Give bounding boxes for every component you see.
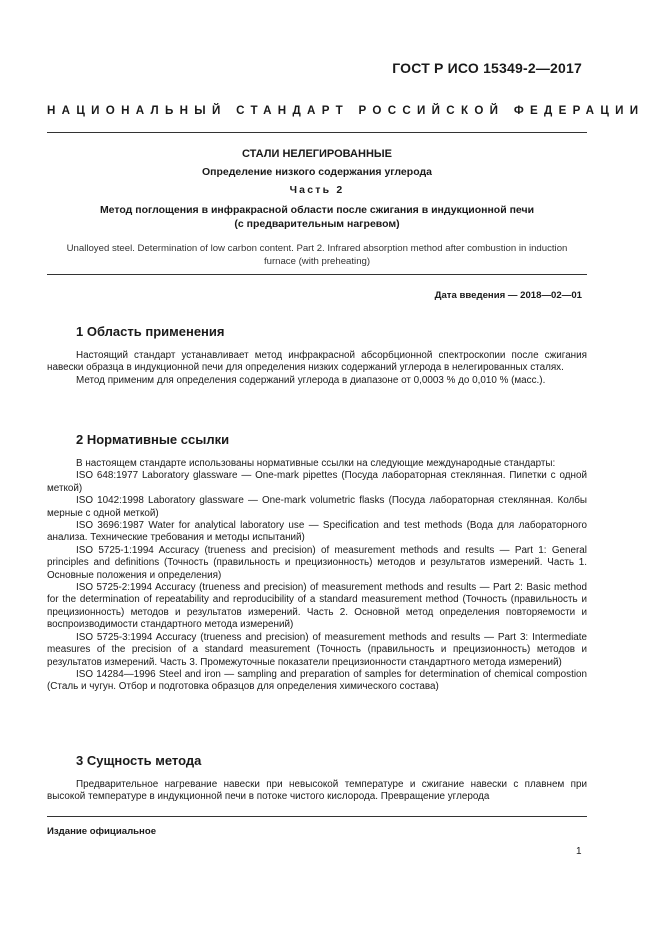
section-heading-scope: 1 Область применения: [76, 324, 225, 339]
page-number: 1: [576, 846, 582, 857]
reference-item: ISO 5725-3:1994 Accuracy (trueness and precision) of measurement methods and results — Part 3: Intermediate measures of the precision of a standard measurement (Точность (правильность и прецизионность) методов и результатов измерений. Часть 3. Промежуточные показатели прецизионности стандартного метода измерений): [47, 631, 587, 668]
section-body-references: [47, 458, 587, 694]
footer-divider: [47, 816, 587, 817]
national-standard-banner: НАЦИОНАЛЬНЫЙ СТАНДАРТ РОССИЙСКОЙ ФЕДЕРАЦИИ: [47, 104, 645, 117]
introduction-date: Дата введения — 2018—02—01: [434, 290, 582, 301]
section-body-scope: [47, 350, 587, 387]
method-title: [47, 203, 587, 231]
edition-label: Издание официальное: [47, 826, 157, 837]
english-title: [47, 242, 587, 268]
standard-title: СТАЛИ НЕЛЕГИРОВАННЫЕ: [241, 148, 392, 160]
english-title-line: Unalloyed steel. Determination of low carbon content. Part 2. Infrared absorption method after combustion in induction: [66, 243, 568, 254]
section-heading-principle: 3 Сущность метода: [76, 753, 202, 768]
english-title-line: furnace (with preheating): [263, 256, 371, 267]
part-label: Часть 2: [289, 184, 345, 196]
method-title-line: (с предварительным нагревом): [234, 218, 400, 230]
standard-subtitle: Определение низкого содержания углерода: [202, 166, 432, 178]
reference-item: ISO 3696:1987 Water for analytical laboratory use — Specification and test methods (Вода для лабораторного анализа. Технические требования и методы испытаний): [47, 520, 587, 544]
reference-item: ISO 5725-1:1994 Accuracy (trueness and precision) of measurement methods and results — Part 1: General principles and definitions (Точность (правильность и прецизионность) методов и результатов измерений. Часть 1. Основные положения и определения): [47, 544, 587, 581]
title-divider: [47, 274, 587, 275]
paragraph: Метод применим для определения содержаний углерода в диапазоне от 0,0003 % до 0,010 % (масс.).: [76, 374, 546, 386]
section-body-principle: [47, 779, 587, 804]
section-heading-references: 2 Нормативные ссылки: [76, 432, 230, 447]
reference-item: ISO 14284—1996 Steel and iron — sampling and preparation of samples for determination of chemical compostion (Сталь и чугун. Отбор и подготовка образцов для определения химического состава): [47, 668, 587, 693]
paragraph: В настоящем стандарте использованы нормативные ссылки на следующие международные стандарты:: [76, 458, 556, 469]
reference-item: ISO 1042:1998 Laboratory glassware — One-mark volumetric flasks (Посуда лабораторная стеклянная. Колбы мерные с одной меткой): [47, 495, 587, 519]
reference-item: ISO 5725-2:1994 Accuracy (trueness and precision) of measurement methods and results — Part 2: Basic method for the determination of repeatability and reproducibility of a standard measurement method (Точность (правильность и прецизионность) методов и результатов измерений. Часть 2. Основной метод определения повторяемости и воспроизводимости стандартного метода измерений): [47, 582, 587, 631]
paragraph: Предварительное нагревание навески при невысокой температуре и сжигание навески с плавнем при высокой температуре в индукционной печи в потоке чистого кислорода. Превращение углерода: [47, 779, 587, 803]
document-number: ГОСТ Р ИСО 15349-2—2017: [392, 60, 582, 76]
header-divider: [47, 132, 587, 133]
method-title-line: Метод поглощения в инфракрасной области после сжигания в индукционной печи: [99, 204, 535, 216]
reference-item: ISO 648:1977 Laboratory glassware — One-mark pipettes (Посуда лабораторная стеклянная. Пипетки с одной меткой): [47, 470, 587, 494]
paragraph: Настоящий стандарт устанавливает метод инфракрасной абсорбционной спектроскопии после сжигания навески образца в индукционной печи для определения низких содержаний углерода в нелегированных сталях.: [47, 350, 587, 374]
